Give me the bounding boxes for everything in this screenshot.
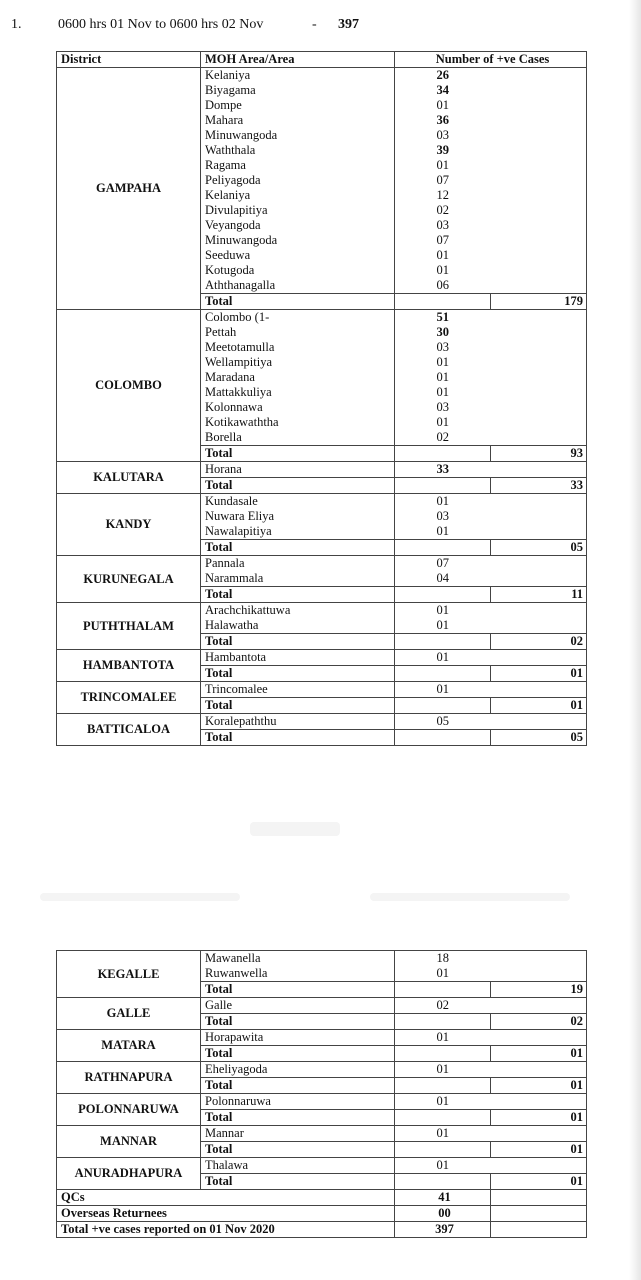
moh-area-name: Mattakkuliya bbox=[201, 385, 395, 400]
moh-area-name: Meetotamulla bbox=[201, 340, 395, 355]
total-blank-cell bbox=[395, 1078, 491, 1094]
total-blank-cell bbox=[395, 982, 491, 998]
district-total-count: 19 bbox=[491, 982, 587, 998]
area-case-count: 07 bbox=[395, 233, 491, 248]
district-name: ANURADHAPURA bbox=[57, 1158, 201, 1190]
area-case-count: 30 bbox=[395, 325, 491, 340]
total-label: Total bbox=[201, 478, 395, 494]
spacer-cell bbox=[491, 158, 587, 173]
moh-area-name: Mawanella bbox=[201, 951, 395, 967]
area-case-count: 06 bbox=[395, 278, 491, 294]
total-label: Total bbox=[201, 1110, 395, 1126]
spacer-cell bbox=[491, 524, 587, 540]
spacer-cell bbox=[491, 355, 587, 370]
total-label: Total bbox=[201, 540, 395, 556]
spacer-cell bbox=[491, 233, 587, 248]
district-name: KANDY bbox=[57, 494, 201, 556]
cases-table-body-part1 bbox=[57, 68, 587, 746]
spacer-cell bbox=[491, 340, 587, 355]
moh-area-name: Peliyagoda bbox=[201, 173, 395, 188]
total-blank-cell bbox=[395, 1142, 491, 1158]
table-row bbox=[57, 1062, 587, 1078]
table-row bbox=[57, 462, 587, 478]
area-case-count: 01 bbox=[395, 966, 491, 982]
spacer-cell bbox=[491, 494, 587, 510]
total-blank-cell bbox=[395, 446, 491, 462]
area-case-count: 03 bbox=[395, 400, 491, 415]
total-label: Total bbox=[201, 730, 395, 746]
district-name: TRINCOMALEE bbox=[57, 682, 201, 714]
spacer-cell bbox=[491, 571, 587, 587]
spacer-cell bbox=[491, 462, 587, 478]
moh-area-name: Biyagama bbox=[201, 83, 395, 98]
district-name: KALUTARA bbox=[57, 462, 201, 494]
district-name: KEGALLE bbox=[57, 951, 201, 998]
spacer-cell bbox=[491, 68, 587, 84]
district-total-count: 01 bbox=[491, 1078, 587, 1094]
scan-blur-mark bbox=[250, 822, 340, 836]
area-case-count: 04 bbox=[395, 571, 491, 587]
moh-area-name: Wellampitiya bbox=[201, 355, 395, 370]
moh-area-name: Borella bbox=[201, 430, 395, 446]
district-total-count: 179 bbox=[491, 294, 587, 310]
spacer-cell bbox=[491, 966, 587, 982]
heading-dash: - bbox=[312, 17, 317, 32]
report-heading bbox=[0, 17, 641, 41]
spacer-cell bbox=[491, 385, 587, 400]
total-label: Total bbox=[201, 634, 395, 650]
spacer-cell bbox=[491, 310, 587, 326]
area-case-count: 01 bbox=[395, 263, 491, 278]
cases-table-body-part2 bbox=[57, 951, 587, 1238]
spacer-cell bbox=[491, 1190, 587, 1206]
area-case-count: 01 bbox=[395, 1094, 491, 1110]
spacer-cell bbox=[491, 603, 587, 619]
area-case-count: 02 bbox=[395, 998, 491, 1014]
total-blank-cell bbox=[395, 540, 491, 556]
spacer-cell bbox=[491, 370, 587, 385]
spacer-cell bbox=[491, 128, 587, 143]
district-total-count: 01 bbox=[491, 698, 587, 714]
spacer-cell bbox=[491, 682, 587, 698]
page-edge-shadow bbox=[629, 0, 641, 1280]
spacer-cell bbox=[491, 951, 587, 967]
moh-area-name: Maradana bbox=[201, 370, 395, 385]
area-case-count: 01 bbox=[395, 682, 491, 698]
area-case-count: 01 bbox=[395, 1126, 491, 1142]
total-blank-cell bbox=[395, 1046, 491, 1062]
total-label: Total bbox=[201, 1046, 395, 1062]
moh-area-name: Hambantota bbox=[201, 650, 395, 666]
cases-table-part1 bbox=[56, 51, 587, 746]
district-name: COLOMBO bbox=[57, 310, 201, 462]
moh-area-name: Horapawita bbox=[201, 1030, 395, 1046]
moh-area-name: Veyangoda bbox=[201, 218, 395, 233]
spacer-cell bbox=[491, 618, 587, 634]
moh-area-name: Horana bbox=[201, 462, 395, 478]
moh-area-name: Divulapitiya bbox=[201, 203, 395, 218]
district-total-count: 93 bbox=[491, 446, 587, 462]
area-case-count: 01 bbox=[395, 524, 491, 540]
district-total-count: 01 bbox=[491, 1174, 587, 1190]
district-total-count: 01 bbox=[491, 1142, 587, 1158]
area-case-count: 01 bbox=[395, 415, 491, 430]
moh-area-name: Kundasale bbox=[201, 494, 395, 510]
area-case-count: 12 bbox=[395, 188, 491, 203]
district-total-count: 02 bbox=[491, 1014, 587, 1030]
moh-area-name: Nawalapitiya bbox=[201, 524, 395, 540]
total-blank-cell bbox=[395, 294, 491, 310]
total-blank-cell bbox=[395, 587, 491, 603]
spacer-cell bbox=[491, 998, 587, 1014]
area-case-count: 01 bbox=[395, 355, 491, 370]
spacer-cell bbox=[491, 556, 587, 572]
area-case-count: 01 bbox=[395, 618, 491, 634]
moh-area-name: Arachchikattuwa bbox=[201, 603, 395, 619]
summary-value: 41 bbox=[395, 1190, 491, 1206]
total-label: Total bbox=[201, 1142, 395, 1158]
total-blank-cell bbox=[395, 730, 491, 746]
district-total-count: 05 bbox=[491, 540, 587, 556]
summary-row bbox=[57, 1190, 587, 1206]
spacer-cell bbox=[491, 650, 587, 666]
total-blank-cell bbox=[395, 478, 491, 494]
area-case-count: 01 bbox=[395, 494, 491, 510]
area-case-count: 01 bbox=[395, 1062, 491, 1078]
district-name: GAMPAHA bbox=[57, 68, 201, 310]
spacer-cell bbox=[491, 415, 587, 430]
moh-area-name: Pettah bbox=[201, 325, 395, 340]
total-blank-cell bbox=[395, 666, 491, 682]
table-row bbox=[57, 494, 587, 510]
heading-total-cases: 397 bbox=[338, 17, 359, 32]
scan-blur-mark bbox=[40, 893, 240, 901]
total-blank-cell bbox=[395, 1110, 491, 1126]
moh-area-name: Kotikawaththa bbox=[201, 415, 395, 430]
total-label: Total bbox=[201, 1014, 395, 1030]
moh-area-name: Minuwangoda bbox=[201, 233, 395, 248]
table-row bbox=[57, 1158, 587, 1174]
area-case-count: 01 bbox=[395, 603, 491, 619]
spacer-cell bbox=[491, 430, 587, 446]
total-label: Total bbox=[201, 294, 395, 310]
area-case-count: 02 bbox=[395, 430, 491, 446]
area-case-count: 18 bbox=[395, 951, 491, 967]
total-label: Total bbox=[201, 982, 395, 998]
total-label: Total bbox=[201, 666, 395, 682]
spacer-cell bbox=[491, 83, 587, 98]
spacer-cell bbox=[491, 1062, 587, 1078]
table-row bbox=[57, 1094, 587, 1110]
total-label: Total bbox=[201, 446, 395, 462]
reporting-period: 0600 hrs 01 Nov to 0600 hrs 02 Nov bbox=[58, 17, 264, 32]
table-row bbox=[57, 998, 587, 1014]
area-case-count: 01 bbox=[395, 370, 491, 385]
total-label: Total bbox=[201, 1174, 395, 1190]
district-total-count: 05 bbox=[491, 730, 587, 746]
moh-area-name: Waththala bbox=[201, 143, 395, 158]
moh-area-name: Thalawa bbox=[201, 1158, 395, 1174]
area-case-count: 05 bbox=[395, 714, 491, 730]
spacer-cell bbox=[491, 278, 587, 294]
area-case-count: 01 bbox=[395, 650, 491, 666]
cases-column-header: Number of +ve Cases bbox=[395, 52, 587, 68]
district-name: MATARA bbox=[57, 1030, 201, 1062]
summary-value: 00 bbox=[395, 1206, 491, 1222]
district-total-count: 11 bbox=[491, 587, 587, 603]
spacer-cell bbox=[491, 143, 587, 158]
table-row bbox=[57, 603, 587, 619]
moh-area-name: Dompe bbox=[201, 98, 395, 113]
area-case-count: 01 bbox=[395, 1030, 491, 1046]
spacer-cell bbox=[491, 263, 587, 278]
moh-area-name: Eheliyagoda bbox=[201, 1062, 395, 1078]
cases-table-part2 bbox=[56, 950, 587, 1238]
table-row bbox=[57, 1126, 587, 1142]
spacer-cell bbox=[491, 113, 587, 128]
moh-area-name: Mahara bbox=[201, 113, 395, 128]
table-row bbox=[57, 68, 587, 84]
area-case-count: 01 bbox=[395, 1158, 491, 1174]
spacer-cell bbox=[491, 248, 587, 263]
moh-area-name: Trincomalee bbox=[201, 682, 395, 698]
area-case-count: 03 bbox=[395, 340, 491, 355]
spacer-cell bbox=[491, 325, 587, 340]
area-case-count: 01 bbox=[395, 158, 491, 173]
total-blank-cell bbox=[395, 634, 491, 650]
district-name: RATHNAPURA bbox=[57, 1062, 201, 1094]
spacer-cell bbox=[491, 203, 587, 218]
district-total-count: 33 bbox=[491, 478, 587, 494]
table-row bbox=[57, 951, 587, 967]
summary-label: QCs bbox=[57, 1190, 395, 1206]
summary-label: Total +ve cases reported on 01 Nov 2020 bbox=[57, 1222, 395, 1238]
spacer-cell bbox=[491, 1206, 587, 1222]
table-row bbox=[57, 310, 587, 326]
area-case-count: 34 bbox=[395, 83, 491, 98]
summary-row bbox=[57, 1206, 587, 1222]
district-total-count: 01 bbox=[491, 1046, 587, 1062]
table-row bbox=[57, 650, 587, 666]
district-column-header: District bbox=[57, 52, 201, 68]
area-case-count: 01 bbox=[395, 385, 491, 400]
section-number: 1. bbox=[11, 17, 22, 32]
total-blank-cell bbox=[395, 1014, 491, 1030]
spacer-cell bbox=[491, 1158, 587, 1174]
table-row bbox=[57, 556, 587, 572]
moh-area-name: Ragama bbox=[201, 158, 395, 173]
moh-area-name: Ruwanwella bbox=[201, 966, 395, 982]
area-case-count: 01 bbox=[395, 248, 491, 263]
moh-area-name: Mannar bbox=[201, 1126, 395, 1142]
moh-area-name: Kotugoda bbox=[201, 263, 395, 278]
moh-area-name: Kelaniya bbox=[201, 68, 395, 84]
moh-area-name: Kolonnawa bbox=[201, 400, 395, 415]
table-row bbox=[57, 714, 587, 730]
district-total-count: 01 bbox=[491, 666, 587, 682]
table-row bbox=[57, 1030, 587, 1046]
table-header-row bbox=[57, 52, 587, 68]
table-row bbox=[57, 682, 587, 698]
summary-row bbox=[57, 1222, 587, 1238]
total-blank-cell bbox=[395, 698, 491, 714]
moh-area-name: Nuwara Eliya bbox=[201, 509, 395, 524]
moh-area-name: Seeduwa bbox=[201, 248, 395, 263]
spacer-cell bbox=[491, 714, 587, 730]
spacer-cell bbox=[491, 1094, 587, 1110]
area-case-count: 39 bbox=[395, 143, 491, 158]
moh-area-name: Minuwangoda bbox=[201, 128, 395, 143]
moh-area-name: Narammala bbox=[201, 571, 395, 587]
spacer-cell bbox=[491, 1126, 587, 1142]
summary-value: 397 bbox=[395, 1222, 491, 1238]
area-column-header: MOH Area/Area bbox=[201, 52, 395, 68]
spacer-cell bbox=[491, 509, 587, 524]
area-case-count: 02 bbox=[395, 203, 491, 218]
district-name: POLONNARUWA bbox=[57, 1094, 201, 1126]
district-total-count: 02 bbox=[491, 634, 587, 650]
spacer-cell bbox=[491, 173, 587, 188]
area-case-count: 03 bbox=[395, 218, 491, 233]
district-name: MANNAR bbox=[57, 1126, 201, 1158]
area-case-count: 07 bbox=[395, 556, 491, 572]
spacer-cell bbox=[491, 1030, 587, 1046]
summary-label: Overseas Returnees bbox=[57, 1206, 395, 1222]
moh-area-name: Polonnaruwa bbox=[201, 1094, 395, 1110]
total-label: Total bbox=[201, 1078, 395, 1094]
district-name: GALLE bbox=[57, 998, 201, 1030]
district-name: HAMBANTOTA bbox=[57, 650, 201, 682]
total-label: Total bbox=[201, 587, 395, 603]
spacer-cell bbox=[491, 400, 587, 415]
spacer-cell bbox=[491, 218, 587, 233]
moh-area-name: Kelaniya bbox=[201, 188, 395, 203]
moh-area-name: Koralepaththu bbox=[201, 714, 395, 730]
moh-area-name: Colombo (1- bbox=[201, 310, 395, 326]
area-case-count: 01 bbox=[395, 98, 491, 113]
area-case-count: 36 bbox=[395, 113, 491, 128]
spacer-cell bbox=[491, 1222, 587, 1238]
spacer-cell bbox=[491, 98, 587, 113]
area-case-count: 26 bbox=[395, 68, 491, 84]
moh-area-name: Aththanagalla bbox=[201, 278, 395, 294]
moh-area-name: Pannala bbox=[201, 556, 395, 572]
area-case-count: 03 bbox=[395, 509, 491, 524]
area-case-count: 33 bbox=[395, 462, 491, 478]
area-case-count: 07 bbox=[395, 173, 491, 188]
scan-blur-mark bbox=[370, 893, 570, 901]
area-case-count: 03 bbox=[395, 128, 491, 143]
district-total-count: 01 bbox=[491, 1110, 587, 1126]
area-case-count: 51 bbox=[395, 310, 491, 326]
district-name: BATTICALOA bbox=[57, 714, 201, 746]
moh-area-name: Halawatha bbox=[201, 618, 395, 634]
total-label: Total bbox=[201, 698, 395, 714]
total-blank-cell bbox=[395, 1174, 491, 1190]
district-name: PUTHTHALAM bbox=[57, 603, 201, 650]
moh-area-name: Galle bbox=[201, 998, 395, 1014]
district-name: KURUNEGALA bbox=[57, 556, 201, 603]
spacer-cell bbox=[491, 188, 587, 203]
